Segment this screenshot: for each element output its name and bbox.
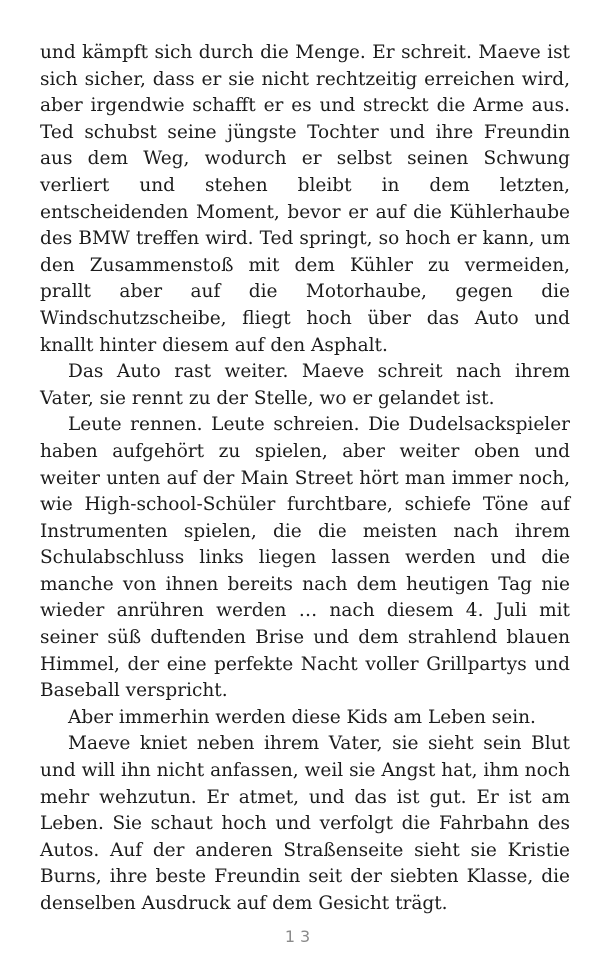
paragraph-1: und kämpft sich durch die Menge. Er schreit. Maeve ist sich sicher, dass er sie nicht rechtzeitig erreichen wird, aber irgendwie schafft er es und streckt die Arme aus. Ted schubst seine jüngste Tochter und ihre Freundin aus dem Weg, wodurch er selbst seinen Schwung verliert und stehen bleibt in dem letzten, entscheidenden Moment, bevor er auf die Kühlerhaube des BMW treffen wird. Ted springt, so hoch er kann, um den Zusammenstoß mit dem Kühler zu vermeiden, prallt aber auf die Motorhaube, gegen die Windschutzscheibe, fliegt hoch über das Auto und knallt hinter diesem auf den Asphalt. xyxy=(40,42,570,356)
page-number: 13 xyxy=(284,927,316,946)
paragraph-4: Aber immerhin werden diese Kids am Leben sein. xyxy=(68,706,536,728)
page-body xyxy=(40,40,570,918)
paragraph-2: Das Auto rast weiter. Maeve schreit nach ihrem Vater, sie rennt zu der Stelle, wo er gelandet ist. xyxy=(40,361,570,409)
paragraph-5: Maeve kniet neben ihrem Vater, sie sieht sein Blut und will ihn nicht anfassen, weil sie Angst hat, ihm noch mehr wehzutun. Er atmet, und das ist gut. Er ist am Leben. Sie schaut hoch und verfolgt die Fahrbahn des Autos. Auf der anderen Straßenseite sieht sie Kristie Burns, ihre beste Freundin seit der siebten Klasse, die denselben Ausdruck auf dem Gesicht trägt. xyxy=(40,733,570,914)
paragraph-3: Leute rennen. Leute schreien. Die Dudelsackspieler haben aufgehört zu spielen, aber weiter oben und weiter unten auf der Main Street hört man immer noch, wie High-school-Schüler furchtbare, schiefe Töne auf Instrumenten spielen, die die meisten nach ihrem Schulabschluss links liegen lassen werden und die manche von ihnen bereits nach dem heutigen Tag nie wieder anrühren werden … nach diesem 4. Juli mit seiner süß duftenden Brise und dem strahlend blauen Himmel, der eine perfekte Nacht voller Grillpartys und Baseball verspricht. xyxy=(40,414,570,702)
